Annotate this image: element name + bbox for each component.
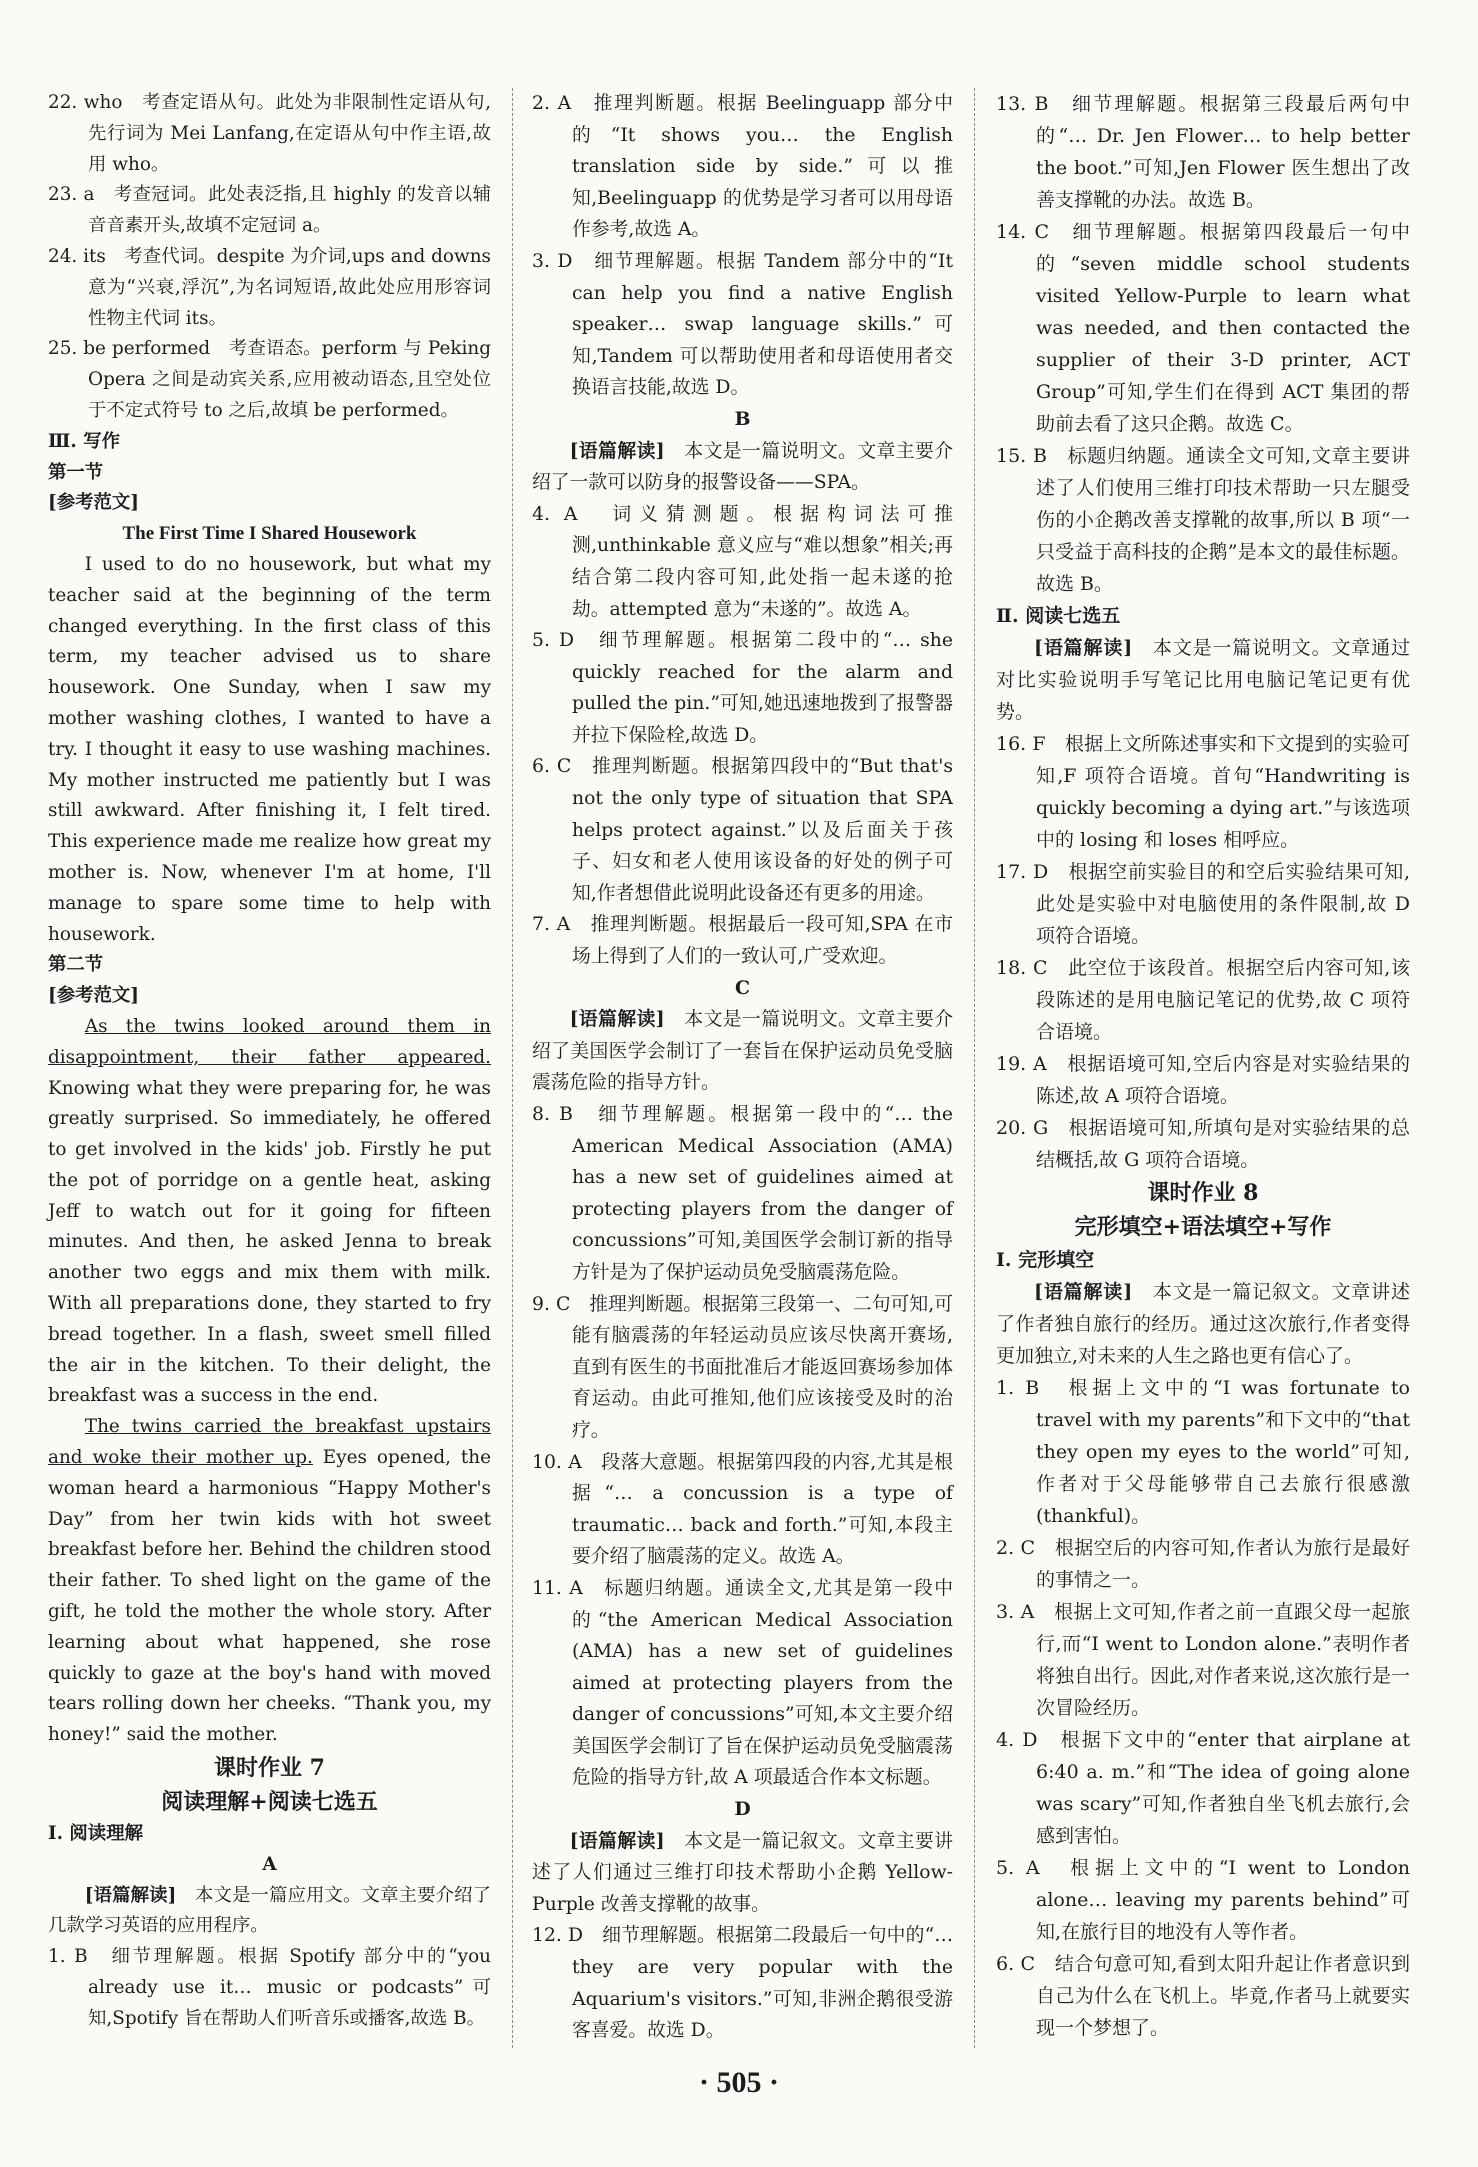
passage-a-intro	[48, 1881, 491, 1943]
section-1-heading: 第一节	[48, 461, 104, 483]
answer-1: 1. B 细节理解题。根据 Spotify 部分中的“you already use it… music or podcasts”可知,Spotify 旨在帮助人们听音乐或播客,故选 B。	[48, 1946, 491, 2029]
intro-tag: [语篇解读]	[1034, 1281, 1133, 1303]
intro-text: 本文是一篇说明文。文章主要介绍了一款可以防身的报警设备——SPA。	[532, 440, 953, 494]
seven-choose-five-intro	[996, 632, 1410, 728]
answer-25: 25. be performed 考查语态。perform 与 Peking Opera 之间是动宾关系,应用被动语态,且空处位于不定式符号 to 之后,故填 be performed。	[48, 338, 491, 421]
passage-d-intro	[532, 1826, 953, 1921]
column-left	[48, 88, 491, 2035]
answer-14: 14. C 细节理解题。根据第四段最后一句中的“seven middle school students visited Yellow-Purple to learn what was needed, and then contacted the supplier of their 3-D printer, ACT Group”可知,学生们在得到 ACT 集团的帮助前去看了这只企鹅。故选 C。	[996, 221, 1410, 435]
essay-2-para-2-text: Eyes opened, the woman heard a harmonious “Happy Mother's Day” from her twin kids with hot sweet breakfast before her. Behind the children stood their father. To shed light on the game of the gift, he told the mother the whole story. After learning about what happened, she rose quickly to gaze at the boy's hand with moved tears rolling down her cheeks. “Thank you, my honey!” said the mother.	[48, 1447, 491, 1746]
answer-13: 13. B 细节理解题。根据第三段最后两句中的“… Dr. Jen Flower… to help better the boot.”可知,Jen Flower 医生想出了改善支撑靴的办法。故选 B。	[996, 93, 1410, 211]
answer-7: 7. A 推理判断题。根据最后一段可知,SPA 在市场上得到了人们的一致认可,广受欢迎。	[532, 914, 953, 968]
passage-c-intro	[532, 1004, 953, 1099]
answer-12: 12. D 细节理解题。根据第二段最后一句中的“… they are very popular with the Aquarium's visitors.”可知,非洲企鹅很受游客喜爱。故选 D。	[532, 1925, 953, 2042]
column-divider-right	[974, 88, 975, 2048]
answer-6: 6. C 推理判断题。根据第四段中的“But that's not the only type of situation that SPA helps protect against.”以及后面关于孩子、妇女和老人使用该设备的好处的例子可知,作者想借此说明此设备还有更多的用途。	[532, 756, 953, 904]
section-2-heading: 第二节	[48, 954, 104, 976]
cloze-answer-2: 2. C 根据空后的内容可知,作者认为旅行是最好的事情之一。	[996, 1537, 1410, 1591]
passage-c-label: C	[735, 976, 750, 999]
homework-7-title: 课时作业 7	[214, 1755, 325, 1782]
answer-20: 20. G 根据语境可知,所填句是对实验结果的总结概括,故 G 项符合语境。	[996, 1117, 1410, 1171]
cloze-answer-3: 3. A 根据上文可知,作者之前一直跟父母一起旅行,而“I went to London alone.”表明作者将独自出行。因此,对作者来说,这次旅行是一次冒险经历。	[996, 1601, 1410, 1719]
answer-4: 4. A 词义猜测题。根据构词法可推测,unthinkable 意义应与“难以想象”相关;再结合第二段内容可知,此处指一起未遂的抢劫。attempted 意为“未遂的”。故选 A。	[532, 503, 953, 620]
essay-title: The First Time I Shared Housework	[122, 523, 417, 545]
passage-a-label: A	[262, 1853, 277, 1875]
cloze-answer-5: 5. A 根据上文中的“I went to London alone… leaving my parents behind”可知,在旅行目的地没有人等作者。	[996, 1857, 1410, 1943]
intro-text: 本文是一篇应用文。文章主要介绍了几款学习英语的应用程序。	[48, 1884, 491, 1937]
answer-3: 3. D 细节理解题。根据 Tandem 部分中的“It can help you find a native English speaker… swap language skills.”可知,Tandem 可以帮助使用者和母语使用者交换语言技能,故选 D。	[532, 250, 953, 399]
cloze-intro	[996, 1276, 1410, 1372]
cloze-answer-6: 6. C 结合句意可知,看到太阳升起让作者意识到自己为什么在飞机上。毕竟,作者马上就要实现一个梦想了。	[996, 1953, 1410, 2039]
intro-text: 本文是一篇记叙文。文章讲述了作者独自旅行的经历。通过这次旅行,作者变得更加独立,对未来的人生之路也更有信心了。	[996, 1281, 1410, 1367]
intro-tag: [语篇解读]	[84, 1884, 177, 1906]
passage-b-label: B	[734, 407, 751, 430]
section-cloze: Ⅰ. 完形填空	[996, 1249, 1095, 1271]
intro-text: 本文是一篇记叙文。文章主要讲述了人们通过三维打印技术帮助小企鹅 Yellow-Purple 改善支撑靴的故事。	[532, 1830, 953, 1915]
section-writing: Ⅲ. 写作	[48, 430, 120, 452]
answer-5: 5. D 细节理解题。根据第二段中的“… she quickly reached for the alarm and pulled the pin.”可知,她迅速地拨到了报警器并拉下保险栓,故选 D。	[532, 630, 953, 746]
sample-essay-tag-2: [参考范文]	[48, 985, 139, 1007]
given-opening-sentence-1: As the twins looked around them in disappointment, their father appeared.	[48, 1015, 491, 1068]
answer-11: 11. A 标题归纳题。通读全文,尤其是第一段中的“the American Medical Association (AMA) has a new set of guidelines aimed at protecting players from the danger of concussions”可知,本文主要介绍美国医学会制订了旨在保护运动员免受脑震荡危险的指导方针,故 A 项最适合作本文标题。	[532, 1577, 953, 1789]
answer-8: 8. B 细节理解题。根据第一段中的“… the American Medical Association (AMA) has a new set of guidelines aimed at protecting players from the danger of concussions”可知,美国医学会制订新的指导方针是为了保护运动员免受脑震荡危险。	[532, 1104, 953, 1283]
passage-b-intro	[532, 436, 953, 499]
answer-24: 24. its 考查代词。despite 为介词,ups and downs 意为“兴衰,浮沉”,为名词短语,故此处应用形容词性物主代词 its。	[48, 245, 491, 329]
answer-17: 17. D 根据空前实验目的和空后实验结果可知,此处是实验中对电脑使用的条件限制,故 D 项符合语境。	[996, 861, 1410, 947]
column-divider-left	[512, 88, 513, 2048]
intro-text: 本文是一篇说明文。文章通过对比实验说明手写笔记比用电脑记笔记更有优势。	[996, 637, 1410, 723]
passage-d-label: D	[734, 1798, 751, 1821]
homework-8-title: 课时作业 8	[1147, 1180, 1259, 1206]
section-reading: Ⅰ. 阅读理解	[48, 1823, 143, 1845]
answer-16: 16. F 根据上文所陈述事实和下文提到的实验可知,F 项符合语境。首句“Handwriting is quickly becoming a dying art.”与该选项中的 losing 和 loses 相呼应。	[996, 733, 1410, 851]
answer-2: 2. A 推理判断题。根据 Beelinguapp 部分中的“It shows you… the English translation side by side.”可以推知,Beelinguapp 的优势是学习者可以用母语作参考,故选 A。	[532, 93, 953, 241]
essay-2-para-1	[48, 1012, 491, 1412]
intro-tag: [语篇解读]	[569, 1829, 665, 1852]
cloze-answer-1: 1. B 根据上文中的“I was fortunate to travel with my parents”和下文中的“that they open my eyes to the world”可知,作者对于父母能够带自己去旅行很感激(thankful)。	[996, 1377, 1410, 1527]
section-seven-choose-five: Ⅱ. 阅读七选五	[996, 605, 1121, 627]
essay-2-para-2	[48, 1412, 491, 1751]
answer-10: 10. A 段落大意题。根据第四段的内容,尤其是根据“… a concussion is a type of traumatic… back and forth.”可知,本段主要介绍了脑震荡的定义。故选 A。	[532, 1451, 953, 1568]
answer-23: 23. a 考查冠词。此处表泛指,且 highly 的发音以辅音音素开头,故填不定冠词 a。	[48, 184, 491, 237]
sample-essay-tag-1: [参考范文]	[48, 492, 139, 514]
answer-18: 18. C 此空位于该段首。根据空后内容可知,该段陈述的是用电脑记笔记的优势,故 C 项符合语境。	[996, 957, 1410, 1043]
answer-22: 22. who 考查定语从句。此处为非限制性定语从句,先行词为 Mei Lanfang,在定语从句中作主语,故用 who。	[48, 92, 491, 175]
intro-tag: [语篇解读]	[569, 1008, 665, 1031]
column-right	[996, 88, 1410, 2044]
column-middle	[532, 88, 953, 2047]
intro-text: 本文是一篇说明文。文章主要介绍了美国医学会制订了一套旨在保护运动员免受脑震荡危险的指导方针。	[532, 1009, 953, 1094]
cloze-answer-4: 4. D 根据下文中的“enter that airplane at 6:40 a. m.”和“The idea of going alone was scary”可知,作者独自坐飞机去旅行,会感到害怕。	[996, 1729, 1410, 1847]
intro-tag: [语篇解读]	[1034, 637, 1133, 659]
answer-15: 15. B 标题归纳题。通读全文可知,文章主要讲述了人们使用三维打印技术帮助一只左腿受伤的小企鹅改善支撑靴的故事,所以 B 项“一只受益于高科技的企鹅”是本文的最佳标题。故选 B。	[996, 445, 1410, 595]
intro-tag: [语篇解读]	[569, 439, 665, 462]
answer-19: 19. A 根据语境可知,空后内容是对实验结果的陈述,故 A 项符合语境。	[996, 1053, 1410, 1107]
homework-8-subtitle: 完形填空+语法填空+写作	[1074, 1214, 1332, 1240]
page-number: · 505 ·	[698, 2066, 779, 2099]
essay-2-para-1-text: Knowing what they were preparing for, he was greatly surprised. So immediately, he offered to get involved in the kids' job. Firstly he put the pot of porridge on a gentle heat, asking Jeff to watch out for it going for fifteen minutes. And then, he asked Jenna to break another two eggs and mix them with milk. With all preparations done, they started to fry bread together. In a flash, sweet smell filled the air in the kitchen. To their delight, the breakfast was a success in the end.	[48, 1077, 491, 1407]
answer-9: 9. C 推理判断题。根据第三段第一、二句可知,可能有脑震荡的年轻运动员应该尽快离开赛场,直到有医生的书面批准后才能返回赛场参加体育运动。由此可推知,他们应该接受及时的治疗。	[532, 1293, 953, 1441]
given-opening-sentence-2: The twins carried the breakfast upstairs and woke their mother up.	[48, 1416, 491, 1469]
essay-1-body: I used to do no housework, but what my teacher said at the beginning of the term changed everything. In the first class of this term, my teacher advised us to share housework. One Sunday, when I saw my mother washing clothes, I wanted to have a try. I thought it easy to use washing machines. My mother instructed me patiently but I was still awkward. After finishing it, I felt tired. This experience made me realize how great my mother is. Now, whenever I'm at home, I'll manage to spare some time to help with housework.	[48, 553, 491, 945]
homework-7-subtitle: 阅读理解+阅读七选五	[161, 1789, 378, 1816]
